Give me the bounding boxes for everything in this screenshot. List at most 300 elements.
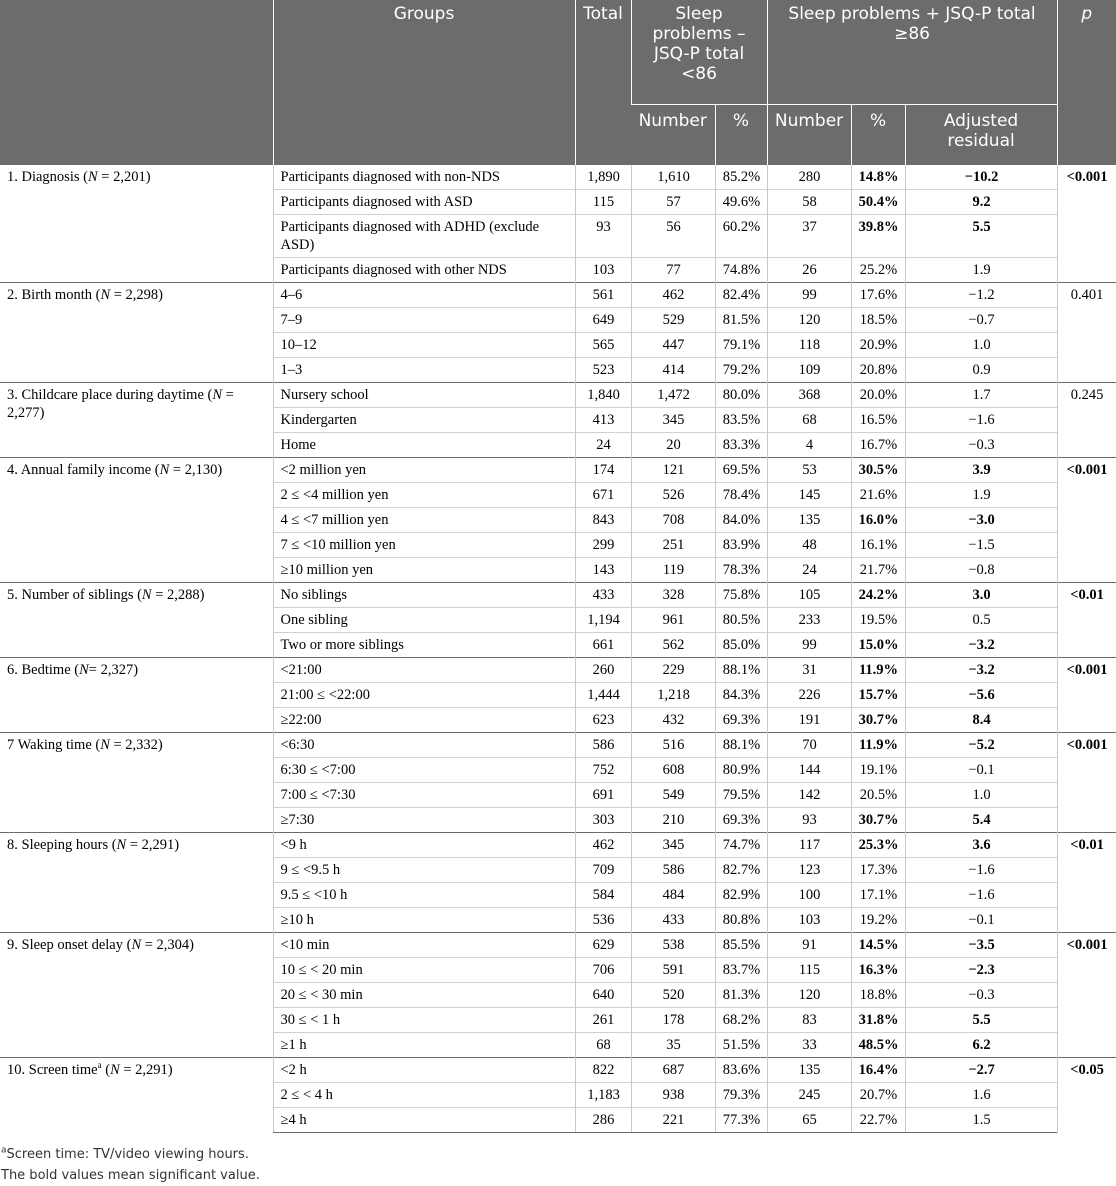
p-value-cell: <0.001 [1057,933,1116,1058]
adjusted-residual-cell: −0.3 [905,983,1057,1008]
total-cell: 565 [575,333,631,358]
percent-high-cell: 11.9% [851,733,905,758]
number-high-cell: 135 [767,508,851,533]
number-low-cell: 20 [631,433,715,458]
percent-high-cell: 19.2% [851,908,905,933]
number-high-cell: 68 [767,408,851,433]
percent-high-cell: 18.8% [851,983,905,1008]
total-cell: 261 [575,1008,631,1033]
percent-low-cell: 84.3% [715,683,767,708]
variable-label-text: 6. Bedtime ( [7,662,80,678]
variable-label-n: N [116,837,127,853]
percent-low-cell: 74.8% [715,258,767,283]
percent-low-cell: 80.0% [715,383,767,408]
group-cell: 7–9 [273,308,575,333]
adjusted-residual-cell: −1.6 [905,858,1057,883]
number-high-cell: 245 [767,1083,851,1108]
adjusted-residual-cell: 3.0 [905,583,1057,608]
number-low-cell: 520 [631,983,715,1008]
total-cell: 523 [575,358,631,383]
number-high-cell: 70 [767,733,851,758]
variable-label-count: = 2,327) [88,662,139,678]
percent-low-cell: 83.3% [715,433,767,458]
group-cell: Participants diagnosed with ADHD (exclude ASD) [273,215,575,258]
total-cell: 1,194 [575,608,631,633]
percent-low-cell: 85.2% [715,165,767,190]
header-number-low: Number [631,105,715,165]
percent-high-cell: 16.3% [851,958,905,983]
number-low-cell: 432 [631,708,715,733]
percent-low-cell: 80.9% [715,758,767,783]
total-cell: 623 [575,708,631,733]
adjusted-residual-cell: −1.5 [905,533,1057,558]
footnote-text: Screen time: TV/video viewing hours. [6,1147,249,1162]
percent-high-cell: 25.3% [851,833,905,858]
variable-label-n: N [87,169,98,185]
number-low-cell: 938 [631,1083,715,1108]
number-low-cell: 77 [631,258,715,283]
number-low-cell: 57 [631,190,715,215]
percent-low-cell: 79.1% [715,333,767,358]
adjusted-residual-cell: 1.0 [905,783,1057,808]
percent-low-cell: 78.3% [715,558,767,583]
number-low-cell: 447 [631,333,715,358]
total-cell: 1,890 [575,165,631,190]
footnote-marker: a [1,1145,7,1156]
variable-label-count: = 2,332) [109,737,163,753]
total-cell: 143 [575,558,631,583]
p-value-cell: <0.001 [1057,165,1116,283]
table-row [0,1058,1116,1083]
total-cell: 462 [575,833,631,858]
number-high-cell: 26 [767,258,851,283]
number-low-cell: 1,218 [631,683,715,708]
number-high-cell: 24 [767,558,851,583]
p-value-cell: 0.401 [1057,283,1116,383]
bold-values-note: The bold values mean significant value. [1,1168,260,1183]
number-high-cell: 120 [767,983,851,1008]
percent-high-cell: 31.8% [851,1008,905,1033]
variable-label-count: = 2,277) [7,387,234,421]
table-row [0,658,1116,683]
adjusted-residual-cell: 5.5 [905,1008,1057,1033]
variable-label-n: N [141,587,152,603]
percent-high-cell: 19.5% [851,608,905,633]
table-row [0,165,1116,190]
adjusted-residual-cell: 0.9 [905,358,1057,383]
number-low-cell: 1,472 [631,383,715,408]
variable-label-text: 10. Screen time [7,1062,98,1078]
total-cell: 640 [575,983,631,1008]
group-cell: 6:30 ≤ <7:00 [273,758,575,783]
group-cell: Kindergarten [273,408,575,433]
number-high-cell: 368 [767,383,851,408]
percent-low-cell: 88.1% [715,733,767,758]
percent-high-cell: 15.0% [851,633,905,658]
header-total: Total [575,0,631,165]
adjusted-residual-cell: −3.2 [905,658,1057,683]
number-high-cell: 4 [767,433,851,458]
total-cell: 584 [575,883,631,908]
total-cell: 843 [575,508,631,533]
group-cell: <6:30 [273,733,575,758]
number-low-cell: 591 [631,958,715,983]
total-cell: 68 [575,1033,631,1058]
group-cell: 2 ≤ < 4 h [273,1083,575,1108]
variable-label [0,383,273,458]
number-low-cell: 221 [631,1108,715,1133]
variable-label-text: 9. Sleep onset delay ( [7,937,132,953]
group-cell: 7:00 ≤ <7:30 [273,783,575,808]
variable-label [0,933,273,1058]
total-cell: 286 [575,1108,631,1133]
variable-label-text: 3. Childcare place during daytime ( [7,387,213,403]
total-cell: 822 [575,1058,631,1083]
percent-low-cell: 69.3% [715,708,767,733]
p-value-cell: <0.05 [1057,1058,1116,1133]
percent-low-cell: 82.7% [715,858,767,883]
header-sleep-problems-minus: Sleep problems – JSQ-P total <86 [631,0,767,105]
percent-low-cell: 82.9% [715,883,767,908]
number-high-cell: 65 [767,1108,851,1133]
total-cell: 115 [575,190,631,215]
number-high-cell: 83 [767,1008,851,1033]
total-cell: 561 [575,283,631,308]
table-row [0,283,1116,308]
number-high-cell: 100 [767,883,851,908]
percent-low-cell: 83.5% [715,408,767,433]
table-header [0,0,1116,165]
number-low-cell: 961 [631,608,715,633]
percent-high-cell: 48.5% [851,1033,905,1058]
table-row [0,933,1116,958]
adjusted-residual-cell: −5.2 [905,733,1057,758]
adjusted-residual-cell: 1.5 [905,1108,1057,1133]
number-high-cell: 115 [767,958,851,983]
variable-label-n: N [110,1062,120,1078]
percent-low-cell: 74.7% [715,833,767,858]
total-cell: 93 [575,215,631,258]
percent-high-cell: 25.2% [851,258,905,283]
percent-high-cell: 11.9% [851,658,905,683]
adjusted-residual-cell: 8.4 [905,708,1057,733]
group-cell: 4 ≤ <7 million yen [273,508,575,533]
number-low-cell: 462 [631,283,715,308]
number-high-cell: 103 [767,908,851,933]
number-high-cell: 91 [767,933,851,958]
table-row [0,833,1116,858]
percent-high-cell: 39.8% [851,215,905,258]
number-high-cell: 118 [767,333,851,358]
group-cell: ≥22:00 [273,708,575,733]
percent-low-cell: 51.5% [715,1033,767,1058]
table-row [0,733,1116,758]
group-cell: Participants diagnosed with non-NDS [273,165,575,190]
percent-low-cell: 85.0% [715,633,767,658]
percent-low-cell: 85.5% [715,933,767,958]
total-cell: 1,183 [575,1083,631,1108]
group-cell: Participants diagnosed with other NDS [273,258,575,283]
total-cell: 103 [575,258,631,283]
percent-low-cell: 83.7% [715,958,767,983]
group-cell: <9 h [273,833,575,858]
group-cell: No siblings [273,583,575,608]
adjusted-residual-cell: −0.1 [905,758,1057,783]
total-cell: 586 [575,733,631,758]
variable-label-text: 4. Annual family income ( [7,462,160,478]
adjusted-residual-cell: −1.2 [905,283,1057,308]
group-cell: ≥4 h [273,1108,575,1133]
group-cell: 10–12 [273,333,575,358]
variable-label [0,733,273,833]
percent-low-cell: 84.0% [715,508,767,533]
number-low-cell: 586 [631,858,715,883]
percent-low-cell: 79.2% [715,358,767,383]
adjusted-residual-cell: −2.7 [905,1058,1057,1083]
table-notes [0,1144,1116,1186]
percent-low-cell: 80.8% [715,908,767,933]
group-cell: 21:00 ≤ <22:00 [273,683,575,708]
percent-low-cell: 79.5% [715,783,767,808]
variable-label-n: N [100,287,111,303]
variable-label-count: = 2,291) [119,1062,173,1078]
adjusted-residual-cell: 9.2 [905,190,1057,215]
number-high-cell: 53 [767,458,851,483]
number-high-cell: 105 [767,583,851,608]
group-cell: ≥10 million yen [273,558,575,583]
number-low-cell: 178 [631,1008,715,1033]
header-sleep-problems-plus [767,0,1057,105]
total-cell: 1,840 [575,383,631,408]
adjusted-residual-cell: 3.9 [905,458,1057,483]
number-high-cell: 37 [767,215,851,258]
variable-label-n: N [212,387,223,403]
adjusted-residual-cell: 1.6 [905,1083,1057,1108]
percent-high-cell: 16.5% [851,408,905,433]
percent-high-cell: 21.7% [851,558,905,583]
number-high-cell: 109 [767,358,851,383]
number-low-cell: 526 [631,483,715,508]
variable-label [0,283,273,383]
total-cell: 661 [575,633,631,658]
header-percent-high: % [851,105,905,165]
adjusted-residual-cell: −5.6 [905,683,1057,708]
p-value-cell: <0.001 [1057,458,1116,583]
header-sleep-problems-plus-text: Sleep problems + JSQ-P total ≥86 [788,4,1036,44]
number-high-cell: 280 [767,165,851,190]
number-low-cell: 328 [631,583,715,608]
total-cell: 629 [575,933,631,958]
number-high-cell: 31 [767,658,851,683]
table-row [0,383,1116,408]
percent-high-cell: 22.7% [851,1108,905,1133]
group-cell: <2 h [273,1058,575,1083]
number-low-cell: 345 [631,408,715,433]
variable-label-n: N [100,737,110,753]
p-value-cell: <0.001 [1057,658,1116,733]
group-cell: <2 million yen [273,458,575,483]
group-cell: 30 ≤ < 1 h [273,1008,575,1033]
adjusted-residual-cell: −3.0 [905,508,1057,533]
number-low-cell: 56 [631,215,715,258]
total-cell: 433 [575,583,631,608]
variable-label [0,583,273,658]
total-cell: 303 [575,808,631,833]
adjusted-residual-cell: −0.1 [905,908,1057,933]
number-low-cell: 1,610 [631,165,715,190]
percent-high-cell: 17.1% [851,883,905,908]
variable-label-text: 2. Birth month ( [7,287,101,303]
percent-high-cell: 16.7% [851,433,905,458]
total-cell: 649 [575,308,631,333]
header-percent-low: % [715,105,767,165]
total-cell: 413 [575,408,631,433]
percent-low-cell: 77.3% [715,1108,767,1133]
variable-label-text: 8. Sleeping hours ( [7,837,117,853]
group-cell: 10 ≤ < 20 min [273,958,575,983]
adjusted-residual-cell: 1.0 [905,333,1057,358]
variable-label [0,165,273,283]
number-low-cell: 414 [631,358,715,383]
number-high-cell: 226 [767,683,851,708]
percent-low-cell: 69.5% [715,458,767,483]
number-low-cell: 687 [631,1058,715,1083]
number-low-cell: 345 [631,833,715,858]
variable-label-count: = 2,201) [97,169,151,185]
number-low-cell: 538 [631,933,715,958]
percent-high-cell: 30.5% [851,458,905,483]
total-cell: 299 [575,533,631,558]
group-cell: Two or more siblings [273,633,575,658]
total-cell: 752 [575,758,631,783]
percent-low-cell: 75.8% [715,583,767,608]
number-high-cell: 48 [767,533,851,558]
total-cell: 24 [575,433,631,458]
variable-label [0,1058,273,1133]
percent-low-cell: 83.9% [715,533,767,558]
number-low-cell: 708 [631,508,715,533]
group-cell: ≥7:30 [273,808,575,833]
number-high-cell: 93 [767,808,851,833]
table-row [0,458,1116,483]
group-cell: ≥1 h [273,1033,575,1058]
variable-label [0,458,273,583]
number-low-cell: 433 [631,908,715,933]
group-cell: 1–3 [273,358,575,383]
percent-high-cell: 14.8% [851,165,905,190]
percent-low-cell: 49.6% [715,190,767,215]
group-cell: 9.5 ≤ <10 h [273,883,575,908]
adjusted-residual-cell: −3.2 [905,633,1057,658]
adjusted-residual-cell: 5.5 [905,215,1057,258]
adjusted-residual-cell: 1.7 [905,383,1057,408]
percent-high-cell: 17.6% [851,283,905,308]
adjusted-residual-cell: −0.8 [905,558,1057,583]
group-cell: Nursery school [273,383,575,408]
percent-high-cell: 20.0% [851,383,905,408]
adjusted-residual-cell: −0.3 [905,433,1057,458]
percent-low-cell: 81.5% [715,308,767,333]
p-value-cell: <0.001 [1057,733,1116,833]
number-high-cell: 120 [767,308,851,333]
percent-low-cell: 79.3% [715,1083,767,1108]
total-cell: 706 [575,958,631,983]
table-row [0,583,1116,608]
percent-high-cell: 16.0% [851,508,905,533]
p-value-cell: <0.01 [1057,583,1116,658]
p-value-cell: <0.01 [1057,833,1116,933]
number-low-cell: 229 [631,658,715,683]
header-groups: Groups [273,0,575,165]
adjusted-residual-cell: −0.7 [905,308,1057,333]
number-high-cell: 117 [767,833,851,858]
variable-label-count: = 2,304) [141,937,194,953]
percent-high-cell: 16.1% [851,533,905,558]
percent-high-cell: 16.4% [851,1058,905,1083]
number-low-cell: 484 [631,883,715,908]
group-cell: ≥10 h [273,908,575,933]
header-p-text: p [1081,4,1093,24]
percent-high-cell: 19.1% [851,758,905,783]
number-low-cell: 35 [631,1033,715,1058]
percent-low-cell: 81.3% [715,983,767,1008]
variable-label-text: 1. Diagnosis ( [7,169,88,185]
variable-label [0,658,273,733]
adjusted-residual-cell: 0.5 [905,608,1057,633]
percent-high-cell: 24.2% [851,583,905,608]
variable-label-count: = 2,298) [110,287,164,303]
adjusted-residual-cell: 5.4 [905,808,1057,833]
group-cell: One sibling [273,608,575,633]
variable-label-text: 7 Waking time ( [7,737,101,753]
number-high-cell: 99 [767,283,851,308]
number-high-cell: 33 [767,1033,851,1058]
percent-low-cell: 69.3% [715,808,767,833]
total-cell: 1,444 [575,683,631,708]
percent-high-cell: 17.3% [851,858,905,883]
group-cell: 20 ≤ < 30 min [273,983,575,1008]
number-low-cell: 608 [631,758,715,783]
header-adjusted-residual: Adjusted residual [905,105,1057,165]
number-high-cell: 144 [767,758,851,783]
header-p [1057,0,1116,165]
number-high-cell: 233 [767,608,851,633]
percent-high-cell: 30.7% [851,808,905,833]
header-variable [0,0,273,165]
group-cell: 2 ≤ <4 million yen [273,483,575,508]
adjusted-residual-cell: −2.3 [905,958,1057,983]
group-cell: 9 ≤ <9.5 h [273,858,575,883]
number-high-cell: 123 [767,858,851,883]
table-body [0,165,1116,1133]
number-high-cell: 58 [767,190,851,215]
number-low-cell: 119 [631,558,715,583]
variable-label [0,833,273,933]
group-cell: 7 ≤ <10 million yen [273,533,575,558]
percent-high-cell: 15.7% [851,683,905,708]
number-low-cell: 516 [631,733,715,758]
adjusted-residual-cell: −1.6 [905,408,1057,433]
number-high-cell: 135 [767,1058,851,1083]
variable-label-text: 5. Number of siblings ( [7,587,142,603]
adjusted-residual-cell: 1.9 [905,483,1057,508]
number-high-cell: 142 [767,783,851,808]
variable-label-mid: ( [101,1062,111,1078]
adjusted-residual-cell: −10.2 [905,165,1057,190]
percent-high-cell: 20.5% [851,783,905,808]
adjusted-residual-cell: −1.6 [905,883,1057,908]
group-cell: 4–6 [273,283,575,308]
